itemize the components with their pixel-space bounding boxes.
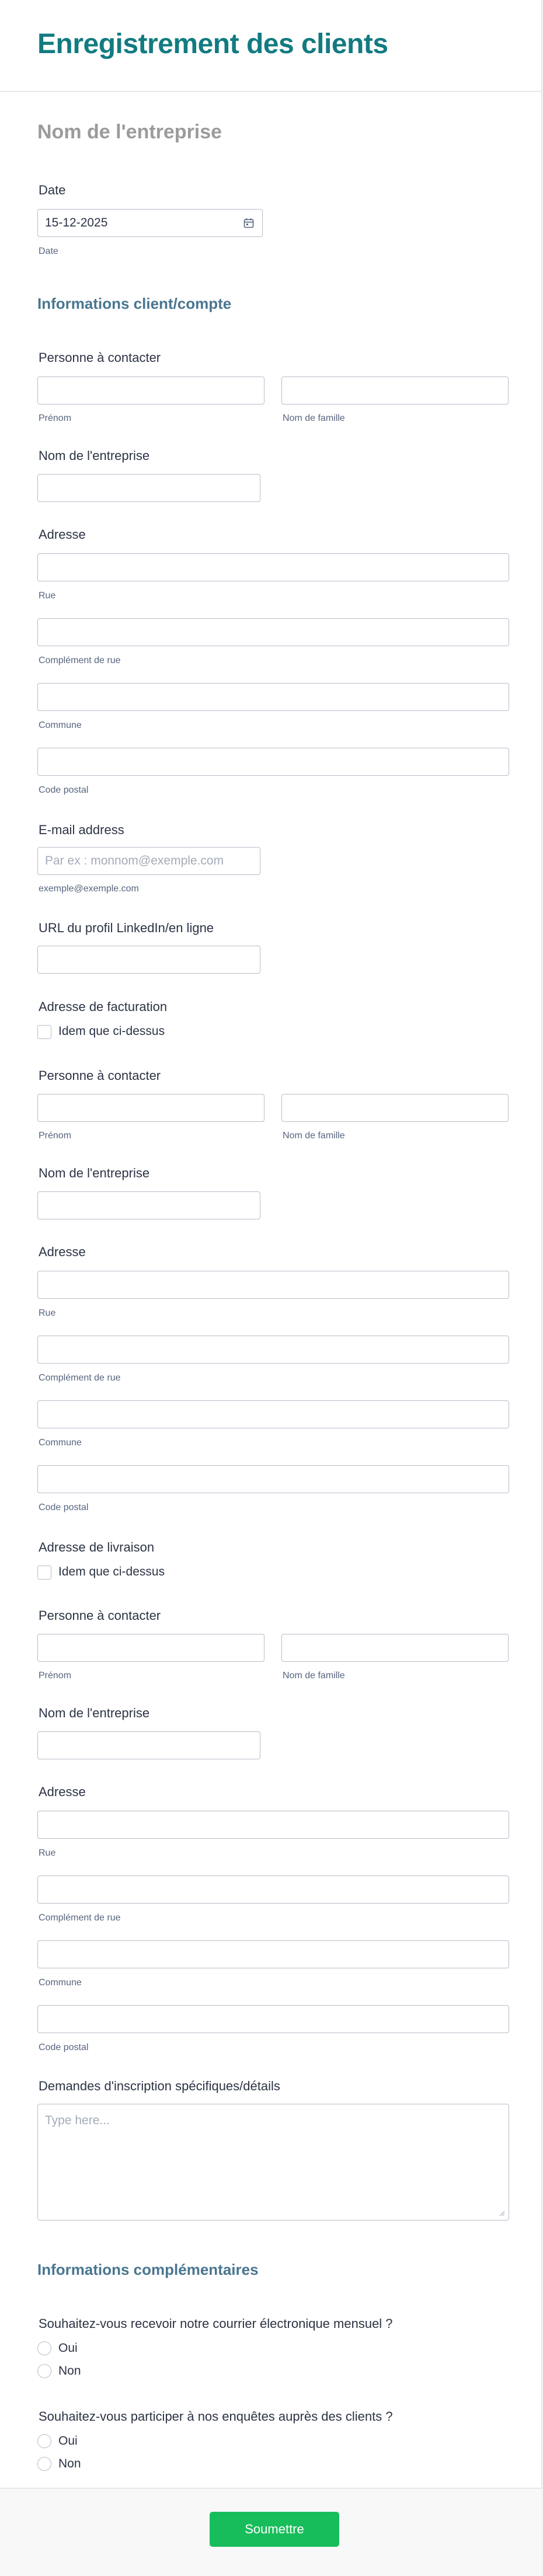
company-name-label: Nom de l'entreprise: [39, 448, 150, 463]
billing-company-input[interactable]: [37, 1191, 260, 1219]
shipping-company-input[interactable]: [37, 1731, 260, 1759]
shipping-street2-sublabel: Complément de rue: [39, 1913, 121, 1923]
billing-street2-input[interactable]: [37, 1336, 509, 1364]
newsletter-yes-radio[interactable]: [37, 2341, 51, 2355]
shipping-city-input[interactable]: [37, 1940, 509, 1968]
newsletter-question: Souhaitez-vous recevoir notre courrier électronique mensuel ?: [39, 2316, 393, 2331]
shipping-address-field-label: Adresse: [39, 1784, 86, 1799]
shipping-contact-person-label: Personne à contacter: [39, 1608, 161, 1623]
city-sublabel: Commune: [39, 720, 82, 730]
billing-city-sublabel: Commune: [39, 1438, 82, 1448]
survey-no-label[interactable]: Non: [58, 2457, 81, 2470]
date-label: Date: [39, 183, 66, 197]
billing-street-sublabel: Rue: [39, 1308, 56, 1318]
newsletter-yes-label[interactable]: Oui: [58, 2341, 78, 2355]
calendar-icon[interactable]: [243, 218, 254, 228]
email-placeholder: Par ex : monnom@exemple.com: [45, 854, 224, 867]
first-name-input[interactable]: [37, 377, 264, 405]
street-sublabel: Rue: [39, 591, 56, 601]
newsletter-no-label[interactable]: Non: [58, 2364, 81, 2378]
shipping-same-checkbox[interactable]: [37, 1566, 51, 1580]
billing-address-field-label: Adresse: [39, 1245, 86, 1259]
postal-input[interactable]: [37, 748, 509, 776]
billing-city-input[interactable]: [37, 1400, 509, 1428]
shipping-company-label: Nom de l'entreprise: [39, 1706, 150, 1720]
survey-yes-radio[interactable]: [37, 2434, 51, 2448]
billing-company-label: Nom de l'entreprise: [39, 1166, 150, 1180]
billing-first-name-input[interactable]: [37, 1094, 264, 1122]
date-value: 15-12-2025: [45, 216, 108, 229]
shipping-street-input[interactable]: [37, 1811, 509, 1839]
shipping-city-sublabel: Commune: [39, 1978, 82, 1988]
shipping-same-label[interactable]: Idem que ci-dessus: [58, 1565, 165, 1578]
date-sublabel: Date: [39, 246, 58, 256]
billing-postal-sublabel: Code postal: [39, 1503, 89, 1512]
company-name-input[interactable]: [37, 474, 260, 502]
billing-last-name-sublabel: Nom de famille: [283, 1131, 345, 1141]
form-header: [0, 0, 542, 92]
shipping-first-name-sublabel: Prénom: [39, 1671, 72, 1681]
street2-sublabel: Complément de rue: [39, 656, 121, 665]
city-input[interactable]: [37, 683, 509, 711]
newsletter-no-radio[interactable]: [37, 2364, 51, 2378]
billing-last-name-input[interactable]: [281, 1094, 509, 1122]
street-input[interactable]: [37, 553, 509, 581]
section-additional-info: Informations complémentaires: [37, 2261, 259, 2278]
shipping-postal-sublabel: Code postal: [39, 2042, 89, 2052]
survey-yes-label[interactable]: Oui: [58, 2434, 78, 2448]
email-input[interactable]: [37, 847, 260, 875]
survey-question: Souhaitez-vous participer à nos enquêtes auprès des clients ?: [39, 2409, 393, 2424]
address-label: Adresse: [39, 527, 86, 542]
form-title: Enregistrement des clients: [37, 29, 388, 60]
section-client-info: Informations client/compte: [37, 295, 232, 312]
last-name-input[interactable]: [281, 377, 509, 405]
requests-textarea[interactable]: [37, 2104, 509, 2221]
survey-no-radio[interactable]: [37, 2457, 51, 2471]
street2-input[interactable]: [37, 618, 509, 646]
billing-street2-sublabel: Complément de rue: [39, 1373, 121, 1383]
company-heading: Nom de l'entreprise: [37, 121, 222, 143]
shipping-last-name-sublabel: Nom de famille: [283, 1671, 345, 1681]
billing-same-label[interactable]: Idem que ci-dessus: [58, 1024, 165, 1038]
first-name-sublabel: Prénom: [39, 413, 72, 423]
shipping-first-name-input[interactable]: [37, 1634, 264, 1662]
last-name-sublabel: Nom de famille: [283, 413, 345, 423]
resize-handle-icon[interactable]: [499, 2211, 505, 2216]
requests-label: Demandes d'inscription spécifiques/détails: [39, 2079, 280, 2093]
linkedin-label: URL du profil LinkedIn/en ligne: [39, 921, 214, 935]
billing-address-label: Adresse de facturation: [39, 999, 168, 1014]
shipping-street-sublabel: Rue: [39, 1848, 56, 1858]
date-input[interactable]: [37, 209, 263, 237]
shipping-street2-input[interactable]: [37, 1876, 509, 1904]
shipping-last-name-input[interactable]: [281, 1634, 509, 1662]
linkedin-input[interactable]: [37, 946, 260, 974]
billing-contact-person-label: Personne à contacter: [39, 1068, 161, 1083]
postal-sublabel: Code postal: [39, 785, 89, 795]
submit-button[interactable]: Soumettre: [210, 2512, 339, 2547]
billing-street-input[interactable]: [37, 1271, 509, 1299]
billing-postal-input[interactable]: [37, 1465, 509, 1493]
email-label: E-mail address: [39, 822, 124, 837]
shipping-postal-input[interactable]: [37, 2005, 509, 2033]
contact-person-label: Personne à contacter: [39, 350, 161, 365]
email-sublabel: exemple@exemple.com: [39, 884, 139, 894]
billing-same-checkbox[interactable]: [37, 1025, 51, 1039]
requests-placeholder: Type here...: [45, 2114, 110, 2127]
shipping-address-label: Adresse de livraison: [39, 1540, 155, 1554]
billing-first-name-sublabel: Prénom: [39, 1131, 72, 1141]
